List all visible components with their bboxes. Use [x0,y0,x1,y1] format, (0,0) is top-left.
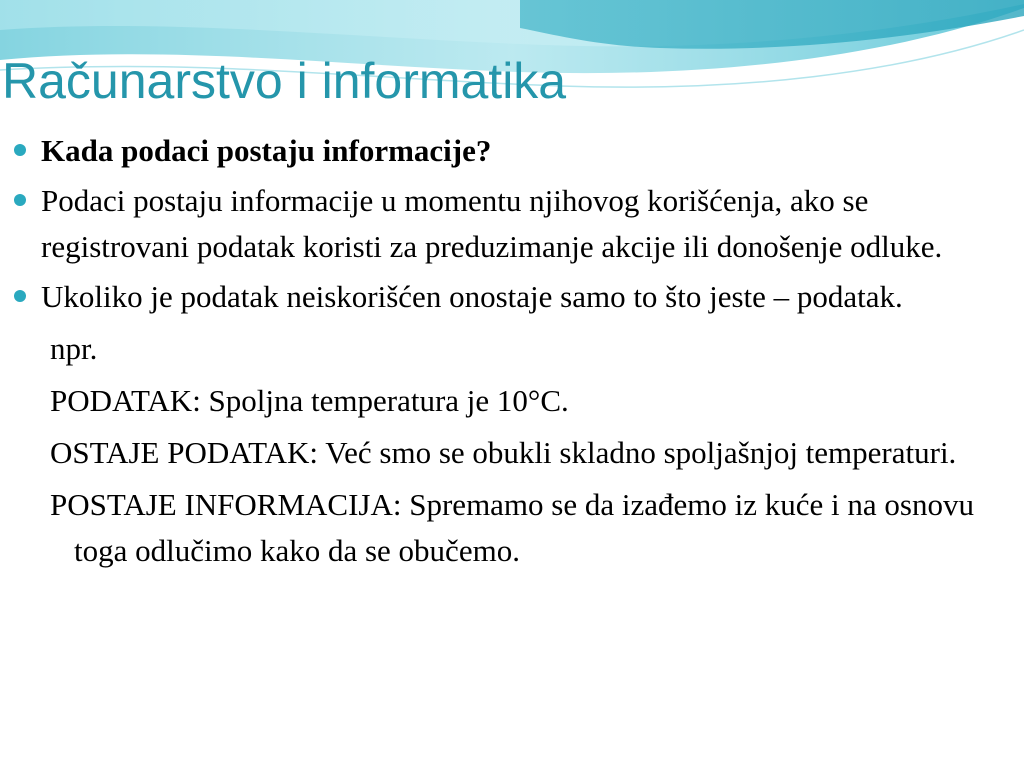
bullet-text: Ukoliko je podatak neiskorišćen onostaje samo to što jeste – podatak. [41,279,903,314]
slide-title: Računarstvo i informatika [2,53,567,109]
bullet-text: Kada podaci postaju informacije? [41,133,492,168]
bullet-item [0,178,1024,270]
example-line: PODATAK: Spoljna temperatura je 10°C. [50,383,569,418]
bullet-text: Podaci postaju informacije u momentu njihovog korišćenja, ako se registrovani podatak koristi za preduzimanje akcije ili donošenje odluke. [41,183,943,264]
bullet-dot-icon [14,144,26,156]
bullet-item [0,128,1024,174]
bullet-item [0,274,1024,320]
example-line: POSTAJE INFORMACIJA: Spremamo se da izađemo iz kuće i na osnovu toga odlučimo kako da se obučemo. [50,487,974,568]
slide-content [0,128,1024,580]
example-line: npr. [50,331,98,366]
example-line: OSTAJE PODATAK: Već smo se obukli skladno spoljašnjoj temperaturi. [50,435,957,470]
bullet-dot-icon [14,194,26,206]
bullet-dot-icon [14,290,26,302]
